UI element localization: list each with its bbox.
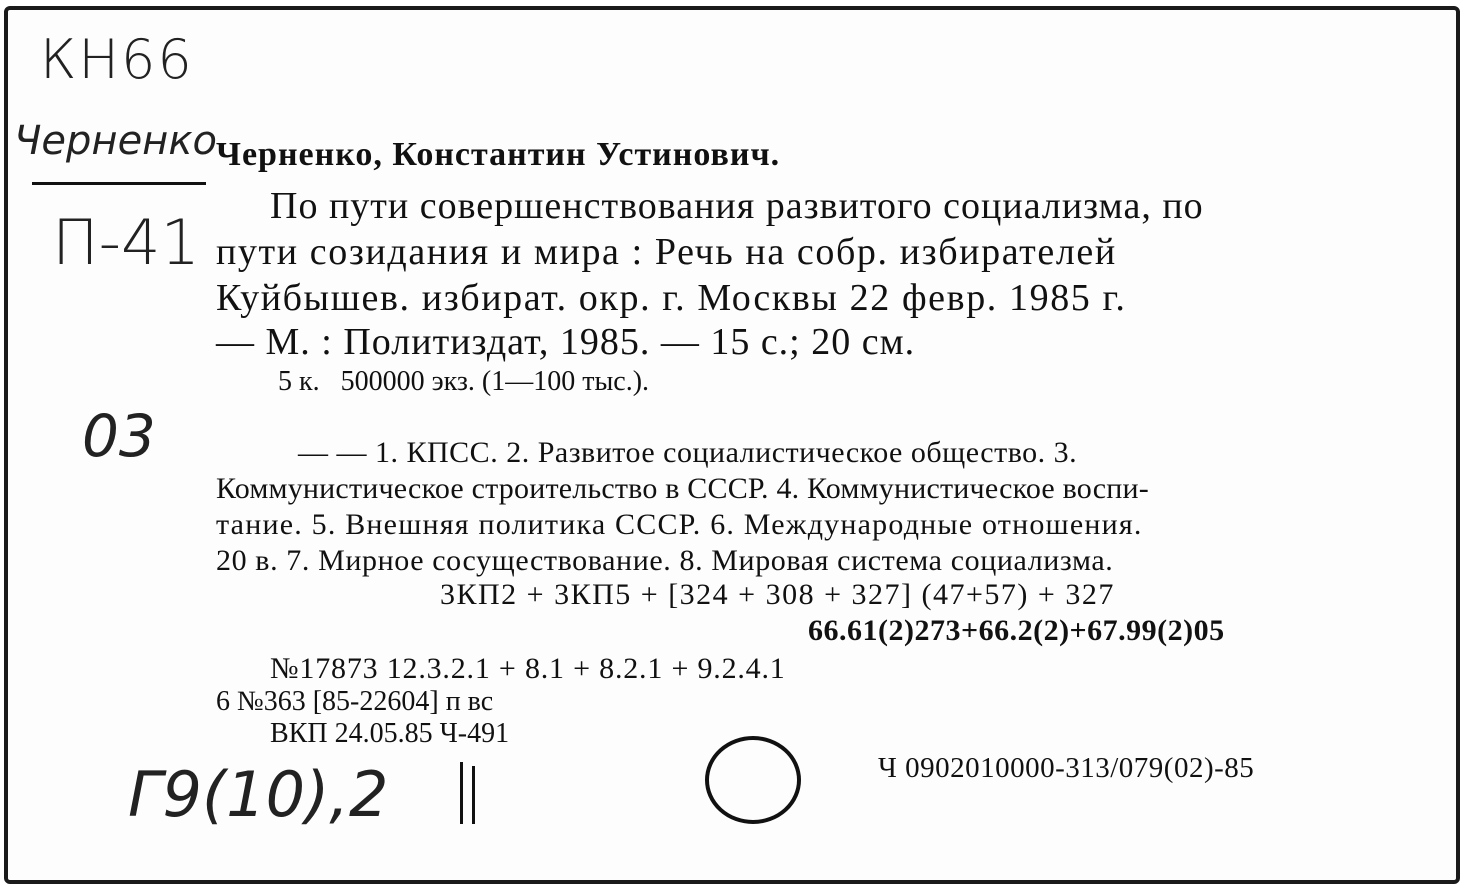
subjects-line-1: — — 1. КПСС. 2. Развитое социалистическое общество. 3. xyxy=(298,436,1078,469)
catalog-card xyxy=(4,6,1460,884)
title-line-1: По пути совершенствования развитого социализма, по xyxy=(270,185,1204,227)
title-line-4: — М. : Политиздат, 1985. — 15 с.; 20 см. xyxy=(216,321,916,363)
vkp-line: ВКП 24.05.85 Ч-491 xyxy=(270,718,510,749)
subjects-line-4: 20 в. 7. Мирное сосуществование. 8. Мировая система социализма. xyxy=(216,544,1114,577)
handwritten-shelf-code: КН66 xyxy=(40,28,194,91)
subjects-line-2: Коммунистическое строительство в СССР. 4. Коммунистическое воспи- xyxy=(216,472,1149,505)
handwritten-vertical-stroke-2 xyxy=(472,766,475,824)
subjects-line-3: тание. 5. Внешняя политика СССР. 6. Международные отношения. xyxy=(216,508,1143,541)
handwritten-bottom-note: Г9(10),2 xyxy=(128,758,389,831)
title-line-3: Куйбышев. избират. окр. г. Москвы 22 февр. 1985 г. xyxy=(216,277,1127,319)
number-line: №17873 12.3.2.1 + 8.1 + 8.2.1 + 9.2.4.1 xyxy=(270,652,786,685)
title-line-2: пути созидания и мира : Речь на собр. избирателей xyxy=(216,231,1117,273)
handwritten-vertical-stroke xyxy=(460,762,463,824)
circle-mark xyxy=(698,728,808,838)
handwritten-author-cutter: Черненко xyxy=(14,118,217,164)
handwritten-classmark: П-41 xyxy=(52,206,200,279)
price-run-line: 5 к. 500000 экз. (1—100 тыс.). xyxy=(278,366,650,397)
entry-heading: Черненко, Константин Устинович. xyxy=(216,136,781,173)
index-line-1: 3КП2 + 3КП5 + [324 + 308 + 327] (47+57) + 327 xyxy=(440,578,1115,611)
publisher-code-line: Ч 0902010000-313/079(02)-85 xyxy=(878,752,1255,784)
index-line-2: 66.61(2)273+66.2(2)+67.99(2)05 xyxy=(808,614,1225,647)
handwritten-section-mark: 03 xyxy=(82,402,156,470)
handwritten-underline xyxy=(32,182,206,185)
order-line: 6 №363 [85-22604] п вс xyxy=(216,686,494,717)
